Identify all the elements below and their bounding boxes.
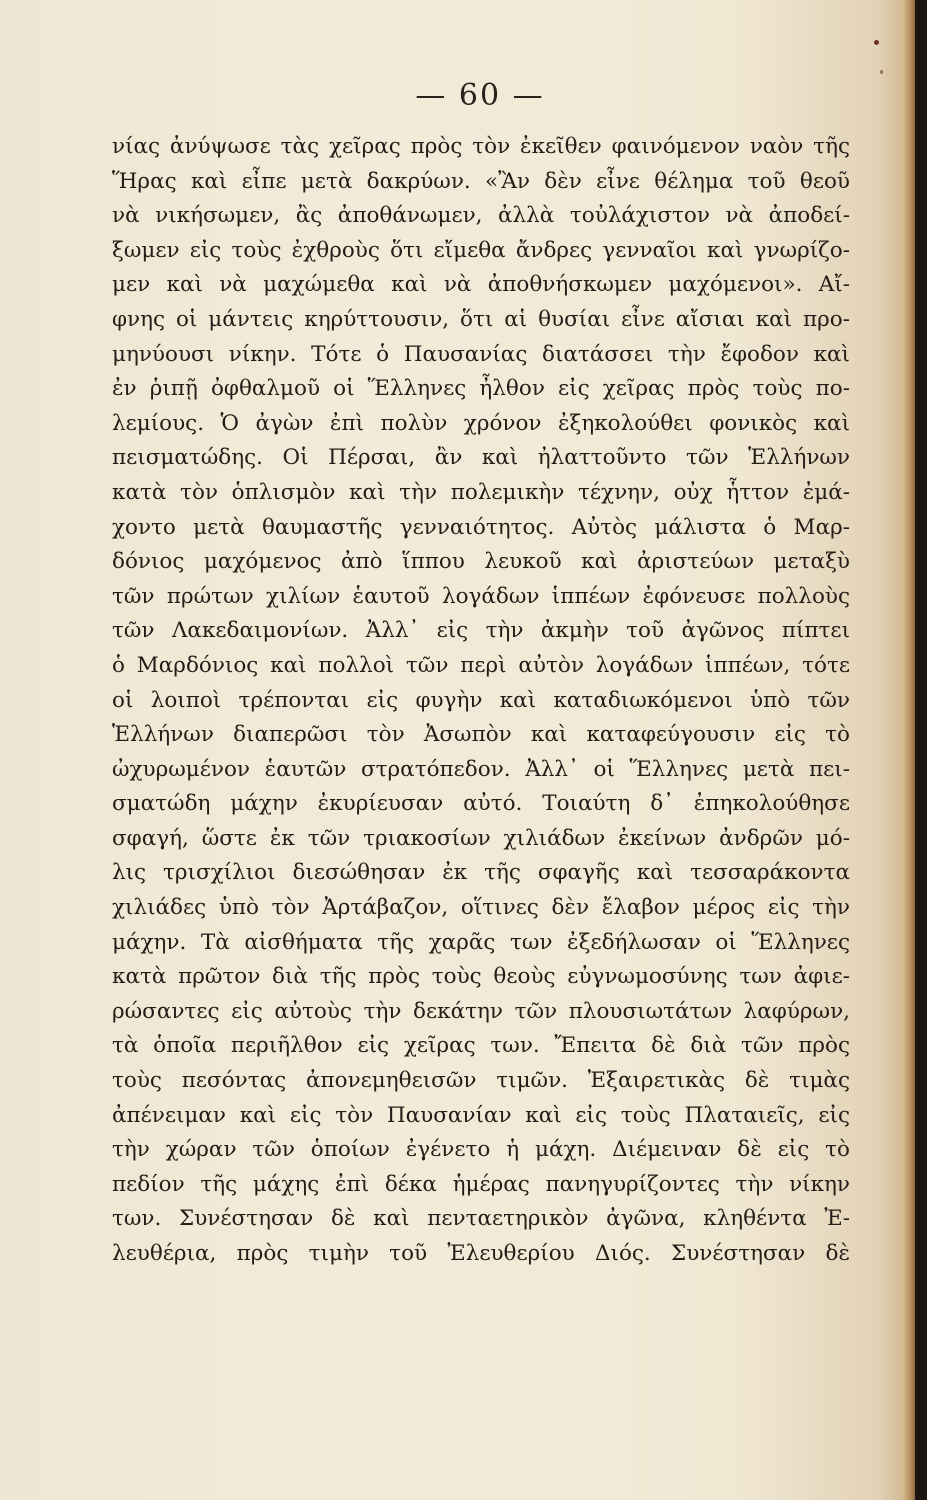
scan-border — [915, 0, 927, 1500]
text-line: τὰ ὁποῖα περιῆλθον εἰς χεῖρας των. Ἔπειτα δὲ διὰ τῶν πρὸς — [112, 1033, 850, 1059]
text-line: λεμίους. Ὁ ἀγὼν ἐπὶ πολὺν χρόνον ἐξηκολούθει φονικὸς καὶ — [112, 410, 850, 436]
page-edge — [902, 0, 915, 1500]
text-line: Ἑλλήνων διαπερῶσι τὸν Ἀσωπὸν καὶ καταφεύγουσιν εἰς τὸ — [112, 722, 850, 748]
text-line: κατὰ πρῶτον διὰ τῆς πρὸς τοὺς θεοὺς εὐγνωμοσύνης των ἀφιε- — [112, 964, 850, 990]
text-line: ἀπένειμαν καὶ εἰς τὸν Παυσανίαν καὶ εἰς τοὺς Πλαταιεῖς, εἰς — [112, 1102, 850, 1128]
page-number: — 60 — — [415, 78, 545, 113]
text-line: φνης οἱ μάντεις κηρύττουσιν, ὅτι αἱ θυσίαι εἶνε αἴσιαι καὶ προ- — [112, 306, 850, 332]
text-line: ὠχυρωμένον ἑαυτῶν στρατόπεδον. Ἀλλ᾽ οἱ Ἕλληνες μετὰ πει- — [112, 756, 850, 782]
text-line: οἱ λοιποὶ τρέπονται εἰς φυγὴν καὶ καταδιωκόμενοι ὑπὸ τῶν — [112, 687, 850, 713]
text-line: τῶν Λακεδαιμονίων. Ἀλλ᾽ εἰς τὴν ἀκμὴν τοῦ ἀγῶνος πίπτει — [112, 618, 850, 644]
text-line: ἐν ῥιπῇ ὀφθαλμοῦ οἱ Ἕλληνες ἦλθον εἰς χεῖρας πρὸς τοὺς πο- — [112, 376, 850, 402]
text-line: ὁ Μαρδόνιος καὶ πολλοὶ τῶν περὶ αὐτὸν λογάδων ἱππέων, τότε — [112, 652, 850, 678]
ink-spot — [880, 70, 883, 74]
body-text — [112, 130, 850, 1272]
text-line: τοὺς πεσόντας ἀπονεμηθεισῶν τιμῶν. Ἐξαιρετικὰς δὲ τιμὰς — [112, 1068, 850, 1094]
text-line: μάχην. Τὰ αἰσθήματα τῆς χαρᾶς των ἐξεδήλωσαν οἱ Ἕλληνες — [112, 929, 850, 955]
text-line: λις τρισχίλιοι διεσώθησαν ἐκ τῆς σφαγῆς καὶ τεσσαράκοντα — [112, 860, 850, 886]
text-line: σματώδη μάχην ἐκυρίευσαν αὐτό. Τοιαύτη δ᾽ ἐπηκολούθησε — [112, 791, 850, 817]
text-line: πεισματώδης. Οἱ Πέρσαι, ἂν καὶ ἠλαττοῦντο τῶν Ἑλλήνων — [112, 445, 850, 471]
text-line: χιλιάδες ὑπὸ τὸν Ἀρτάβαζον, οἵτινες δὲν ἔλαβον μέρος εἰς τὴν — [112, 895, 850, 921]
text-line: τῶν πρώτων χιλίων ἑαυτοῦ λογάδων ἱππέων ἐφόνευσε πολλοὺς — [112, 583, 850, 609]
text-line: νὰ νικήσωμεν, ἂς ἀποθάνωμεν, ἀλλὰ τοὐλάχιστον νὰ ἀποδεί- — [112, 203, 850, 229]
text-line: λευθέρια, πρὸς τιμὴν τοῦ Ἐλευθερίου Διός. Συνέστησαν δὲ — [112, 1241, 850, 1266]
text-line: των. Συνέστησαν δὲ καὶ πενταετηρικὸν ἀγῶνα, κληθέντα Ἐ- — [112, 1206, 850, 1232]
text-line: μεν καὶ νὰ μαχώμεθα καὶ νὰ ἀποθνήσκωμεν μαχόμενοι». Αἴ- — [112, 272, 850, 298]
text-line: μηνύουσι νίκην. Τότε ὁ Παυσανίας διατάσσει τὴν ἔφοδον καὶ — [112, 341, 850, 367]
text-line: τὴν χώραν τῶν ὁποίων ἐγένετο ἡ μάχη. Διέμειναν δὲ εἰς τὸ — [112, 1137, 850, 1163]
text-line: ρώσαντες εἰς αὐτοὺς τὴν δεκάτην τῶν πλουσιωτάτων λαφύρων, — [112, 998, 850, 1024]
text-line: Ἥρας καὶ εἶπε μετὰ δακρύων. «Ἂν δὲν εἶνε θέλημα τοῦ θεοῦ — [112, 168, 850, 194]
text-line: δόνιος μαχόμενος ἀπὸ ἵππου λευκοῦ καὶ ἀριστεύων μεταξὺ — [112, 549, 850, 575]
text-line: πεδίον τῆς μάχης ἐπὶ δέκα ἡμέρας πανηγυρίζοντες τὴν νίκην — [112, 1171, 850, 1197]
ink-spot — [874, 40, 879, 45]
text-line: σφαγή, ὥστε ἐκ τῶν τριακοσίων χιλιάδων ἐκείνων ἀνδρῶν μό- — [112, 825, 850, 851]
text-line: χοντο μετὰ θαυμαστῆς γενναιότητος. Αὐτὸς μάλιστα ὁ Μαρ- — [112, 514, 850, 540]
text-line: νίας ἀνύψωσε τὰς χεῖρας πρὸς τὸν ἐκεῖθεν φαινόμενον ναὸν τῆς — [112, 134, 850, 159]
text-line: ξωμεν εἰς τοὺς ἐχθροὺς ὅτι εἴμεθα ἄνδρες γενναῖοι καὶ γνωρίζο- — [112, 237, 850, 263]
text-line: κατὰ τὸν ὁπλισμὸν καὶ τὴν πολεμικὴν τέχνην, οὐχ ἧττον ἐμά- — [112, 479, 850, 505]
